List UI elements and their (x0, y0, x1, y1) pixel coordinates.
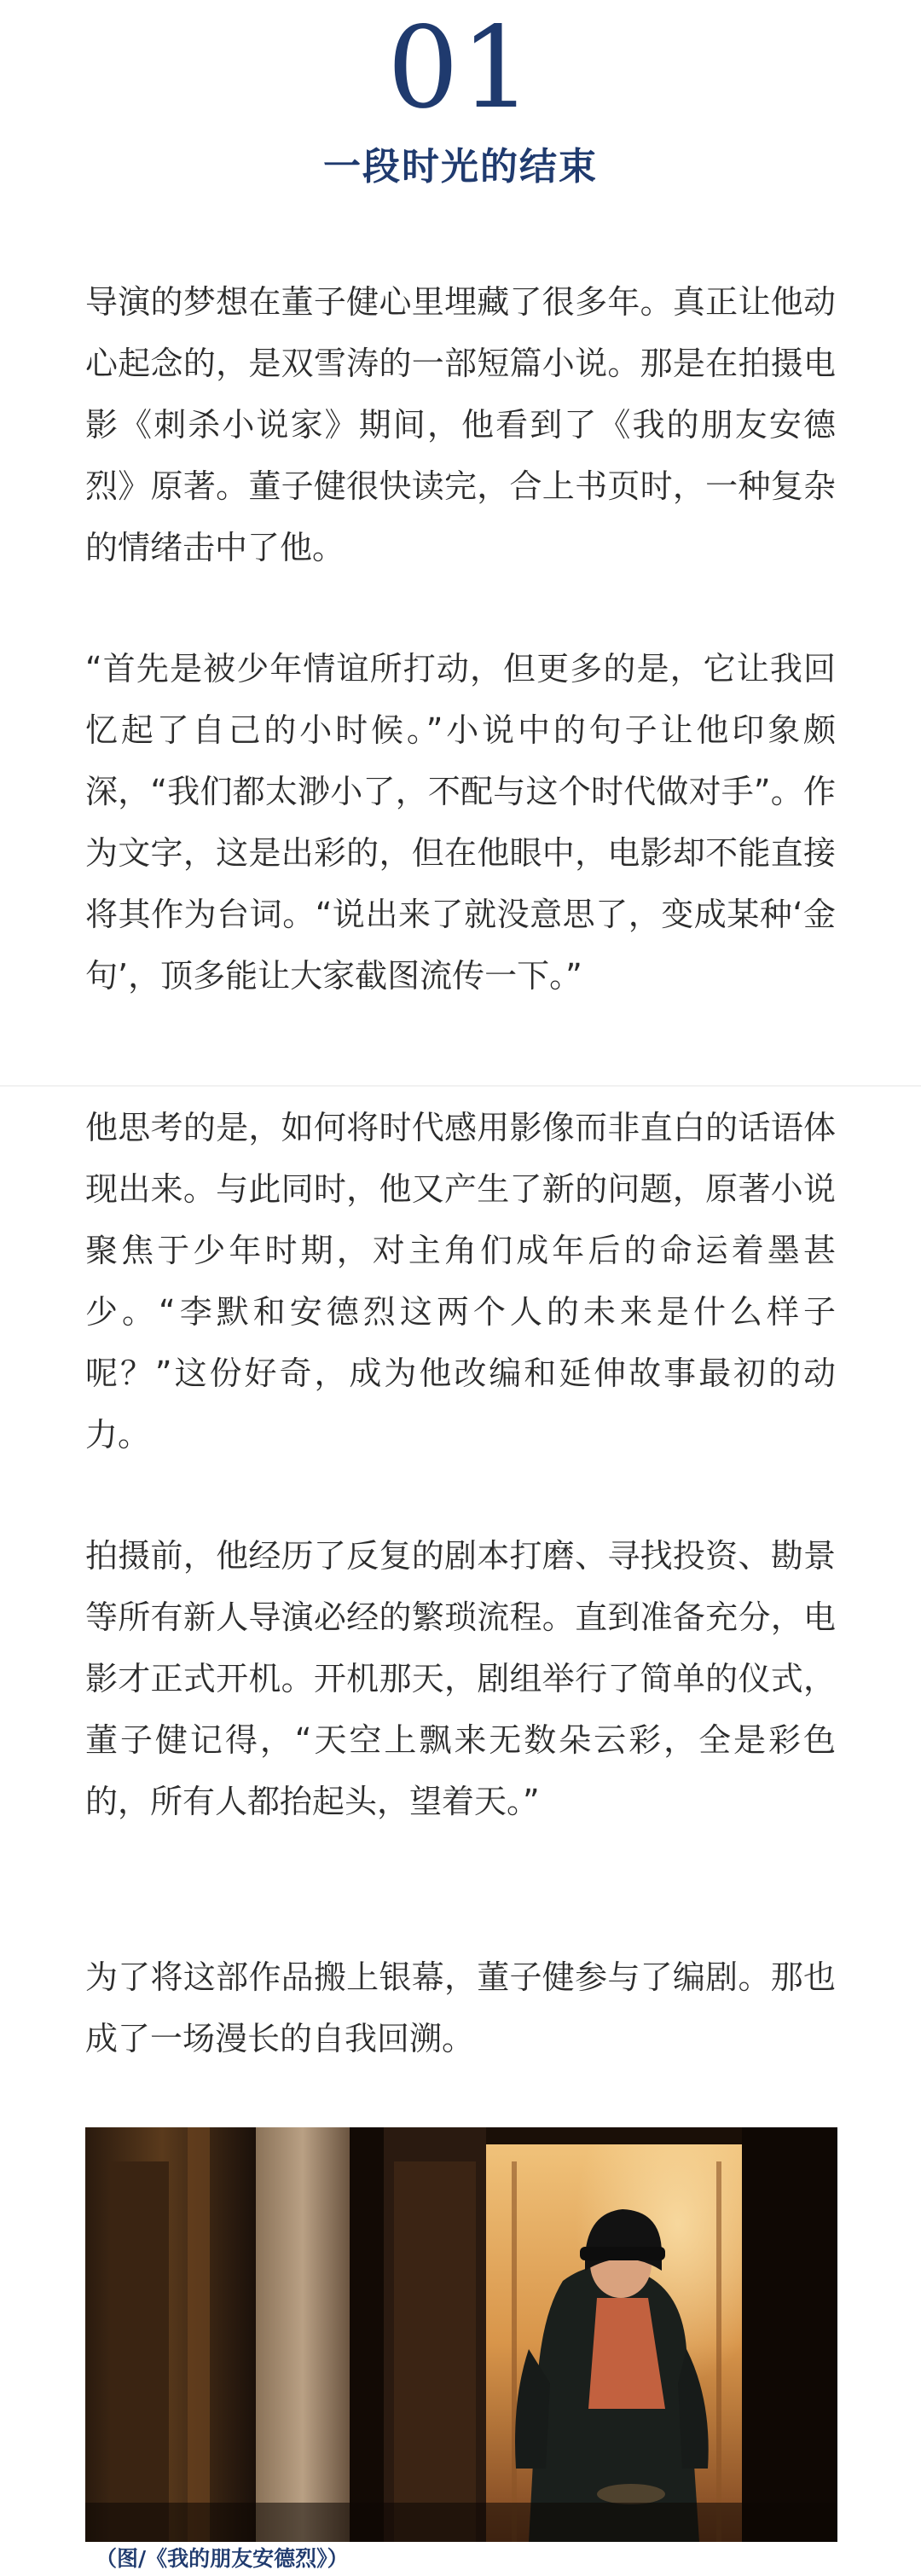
article-paragraph-3: 他思考的是，如何将时代感用影像而非直白的话语体现出来。与此同时，他又产生了新的问题，原著小说聚焦于少年时期，对主角们成年后的命运着墨甚少。“李默和安德烈这两个人的未来是什么样子呢？”这份好奇，成为他改编和延伸故事最初的动力。 (85, 1109, 836, 1453)
article-paragraph-1: 导演的梦想在董子健心里埋藏了很多年。真正让他动心起念的，是双雪涛的一部短篇小说。那是在拍摄电影《刺杀小说家》期间，他看到了《我的朋友安德烈》原著。董子健很快读完，合上书页时，一种复杂的情绪击中了他。 (85, 283, 836, 566)
article-paragraph-5: 为了将这部作品搬上银幕，董子健参与了编剧。那也成了一场漫长的自我回溯。 (85, 1958, 836, 2057)
article-paragraph-4: 拍摄前，他经历了反复的剧本打磨、寻找投资、勘景等所有新人导演必经的繁琐流程。直到准备充分，电影才正式开机。开机那天，剧组举行了简单的仪式，董子健记得，“天空上飘来无数朵云彩，全是彩色的，所有人都抬起头，望着天。” (85, 1537, 836, 1820)
article-paragraph-2: “首先是被少年情谊所打动，但更多的是，它让我回忆起了自己的小时候。”小说中的句子让他印象颇深，“我们都太渺小了，不配与这个时代做对手”。作为文字，这是出彩的，但在他眼中，电影却不能直接将其作为台词。“说出来了就没意思了，变成某种‘金句’，顶多能让大家截图流传一下。” (85, 650, 836, 995)
section-title: 一段时光的结束 (323, 145, 598, 189)
section-number: 01 (387, 3, 534, 134)
film-still-image (85, 2127, 837, 2542)
film-still-illustration (85, 2127, 837, 2542)
figure-caption: （图/《我的朋友安德烈》） (96, 2546, 349, 2571)
section-divider (0, 1085, 921, 1087)
